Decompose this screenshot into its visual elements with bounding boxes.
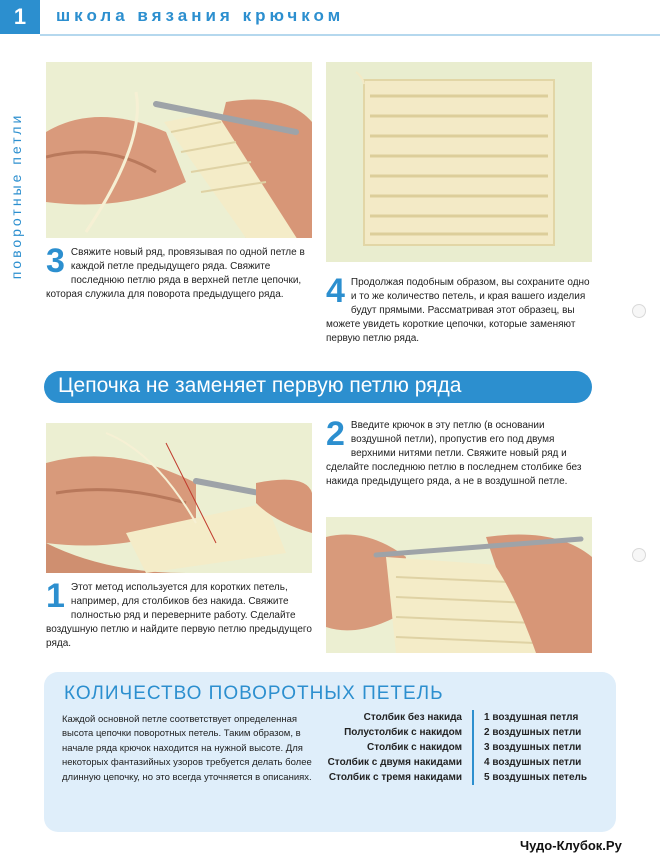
hands-turning-chain-photo	[46, 423, 312, 573]
page-number: 1	[0, 0, 40, 34]
step-description: Свяжите новый ряд, провязывая по одной петле в каждой петле предыдущего ряда. Свяжите последнюю петлю ряда в верхней петле цепочки, которая служила для поворота предыдущего ряда.	[46, 247, 305, 300]
loop-count: 2 воздушных петли	[484, 727, 582, 738]
hands-hook-insert-photo	[326, 517, 592, 653]
table-row	[312, 740, 612, 755]
step-number: 3	[46, 242, 65, 280]
section-title: Цепочка не заменяет первую петлю ряда	[44, 371, 592, 403]
step-description: Этот метод используется для коротких петель, например, для столбиков без накида. Свяжите полностью ряд и переверните работу. Сделайте воздушную петлю и найдите первую петлю предыдущего ряда.	[46, 582, 312, 649]
stitch-name: Полустолбик с накидом	[344, 727, 462, 738]
loop-count: 5 воздушных петель	[484, 772, 588, 783]
step-3-text	[46, 242, 312, 302]
binder-hole	[632, 304, 646, 318]
side-label-text: поворотные петли	[8, 112, 24, 280]
watermark: Чудо-Клубок.Ру	[520, 838, 622, 853]
step-number: 2	[326, 415, 345, 453]
step-description: Введите крючок в эту петлю (в основании воздушной петли), пропустив его под двумя верхними нитями петли. Свяжите новый ряд и сделайте последнюю петлю в последнем столбике без накида предыдущего ряда, а не в воздушной петле.	[326, 420, 582, 487]
loop-count: 1 воздушная петля	[484, 712, 579, 723]
header-divider	[40, 34, 660, 36]
table-row	[312, 755, 612, 770]
panel-title: КОЛИЧЕСТВО ПОВОРОТНЫХ ПЕТЕЛЬ	[64, 683, 444, 704]
table-row	[312, 770, 612, 785]
step-number: 4	[326, 272, 345, 310]
turning-loops-table	[312, 710, 612, 785]
step-description: Продолжая подобным образом, вы сохраните одно и то же количество петель, и края вашего изделия будут прямыми. Рассматривая этот образец, вы можете увидеть короткие цепочки, которые заменяют первую петлю ряда.	[326, 277, 590, 344]
step-4-text	[326, 272, 592, 346]
crochet-swatch-photo	[326, 62, 592, 262]
step-2-text	[326, 415, 592, 489]
binder-hole	[632, 548, 646, 562]
loop-count: 4 воздушных петли	[484, 757, 582, 768]
stitch-name: Столбик с тремя накидами	[328, 772, 462, 783]
stitch-name: Столбик с двумя накидами	[327, 757, 462, 768]
step-number: 1	[46, 577, 65, 615]
page-header-title: школа вязания крючком	[56, 6, 345, 25]
panel-description: Каждой основной петле соответствует определенная высота цепочки поворотных петель. Таким образом, в начале ряда крючок находится на нужной высоте. Для некоторых фантазийных узоров требуется делать более длинную цепочку, но это всегда уточняется в описаниях.	[62, 714, 312, 783]
table-row	[312, 725, 612, 740]
hands-crochet-photo	[46, 62, 312, 238]
table-row	[312, 710, 612, 725]
step-1-text	[46, 577, 312, 651]
stitch-name: Столбик без накида	[363, 712, 462, 723]
stitch-name: Столбик с накидом	[367, 742, 462, 753]
loop-count: 3 воздушных петли	[484, 742, 582, 753]
side-label	[4, 66, 28, 326]
